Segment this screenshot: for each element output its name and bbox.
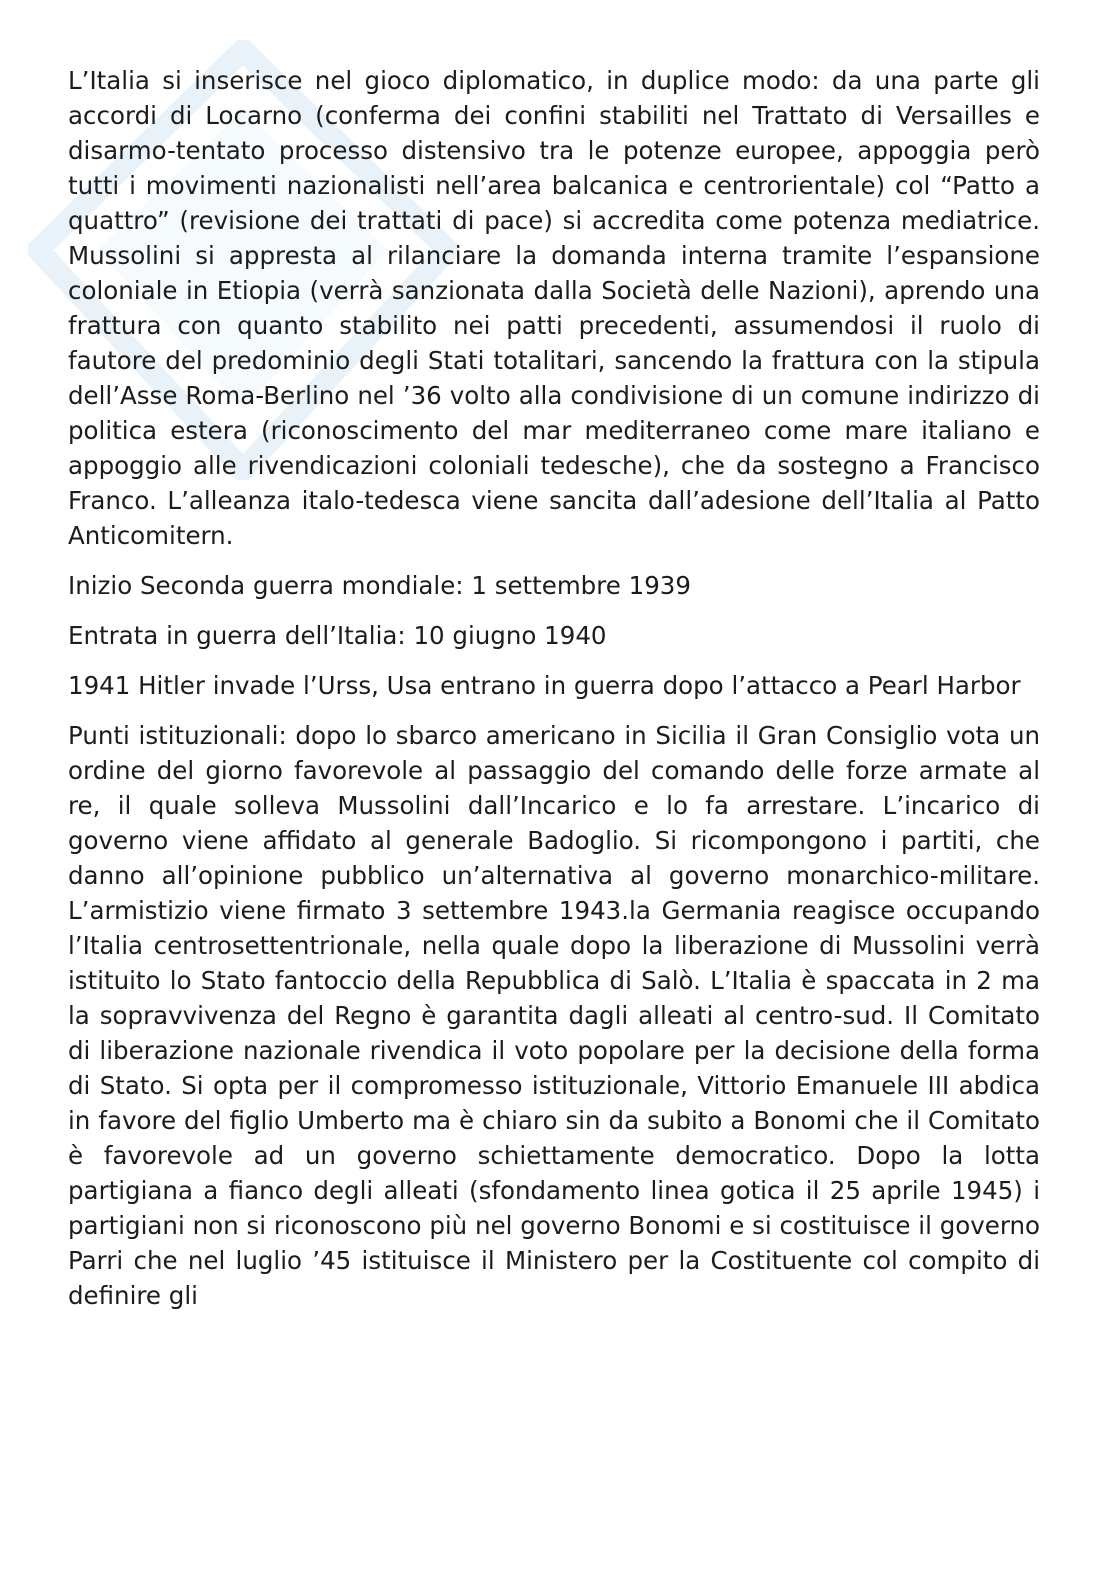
paragraph-1941: 1941 Hitler invade l’Urss, Usa entrano in guerra dopo l’attacco a Pearl Harbor [68,671,1021,700]
paragraph-institutional-points: Punti istituzionali: dopo lo sbarco americano in Sicilia il Gran Consiglio vota un ordine del giorno favorevole al passaggio del comando delle forze armate al re, il quale solleva Mussolini dall’Incarico e lo fa arrestare. L’incarico di governo viene affidato al generale Badoglio. Si ricompongono i partiti, che danno all’opinione pubblico un’alternativa al governo monarchico-militare. L’armistizio viene firmato 3 settembre 1943.la Germania reagisce occupando l’Italia centrosettentrionale, nella quale dopo la liberazione di Mussolini verrà istituito lo Stato fantoccio della Repubblica di Salò. L’Italia è spaccata in 2 ma la sopravvivenza del Regno è garantita dagli alleati al centro-sud. Il Comitato di liberazione nazionale rivendica il voto popolare per la decisione della forma di Stato. Si opta per il compromesso istituzionale, Vittorio Emanuele III abdica in favore del figlio Umberto ma è chiaro sin da subito a Bonomi che il Comitato è favorevole ad un governo schiettamente democratico. Dopo la lotta partigiana a fianco degli alleati (sfondamento linea gotica il 25 aprile 1945) i partigiani non si riconoscono più nel governo Bonomi e si costituisce il governo Parri che nel luglio ’45 istituisce il Ministero per la Costituente col compito di definire gli [68,721,1040,1310]
paragraph-war-start: Inizio Seconda guerra mondiale: 1 settembre 1939 [68,571,691,600]
paragraph-foreign-policy: L’Italia si inserisce nel gioco diplomatico, in duplice modo: da una parte gli accordi di Locarno (conferma dei confini stabiliti nel Trattato di Versailles e disarmo-tentato processo distensivo tra le potenze europee, appoggia però tutti i movimenti nazionalisti nell’area balcanica e centrorientale) col “Patto a quattro” (revisione dei trattati di pace) si accredita come potenza mediatrice. Mussolini si appresta al rilanciare la domanda interna tramite l’espansione coloniale in Etiopia (verrà sanzionata dalla Società delle Nazioni), aprendo una frattura con quanto stabilito nei patti precedenti, assumendosi il ruolo di fautore del predominio degli Stati totalitari, sancendo la frattura con la stipula dell’Asse Roma-Berlino nel ’36 volto alla condivisione di un comune indirizzo di politica estera (riconoscimento del mar mediterraneo come mare italiano e appoggio alle rivendicazioni coloniali tedesche), che da sostegno a Francisco Franco. L’alleanza italo-tedesca viene sancita dall’adesione dell’Italia al Patto Anticomitern. [68,66,1040,550]
paragraph-italy-entry: Entrata in guerra dell’Italia: 10 giugno 1940 [68,621,607,650]
document-body [68,63,1040,1313]
